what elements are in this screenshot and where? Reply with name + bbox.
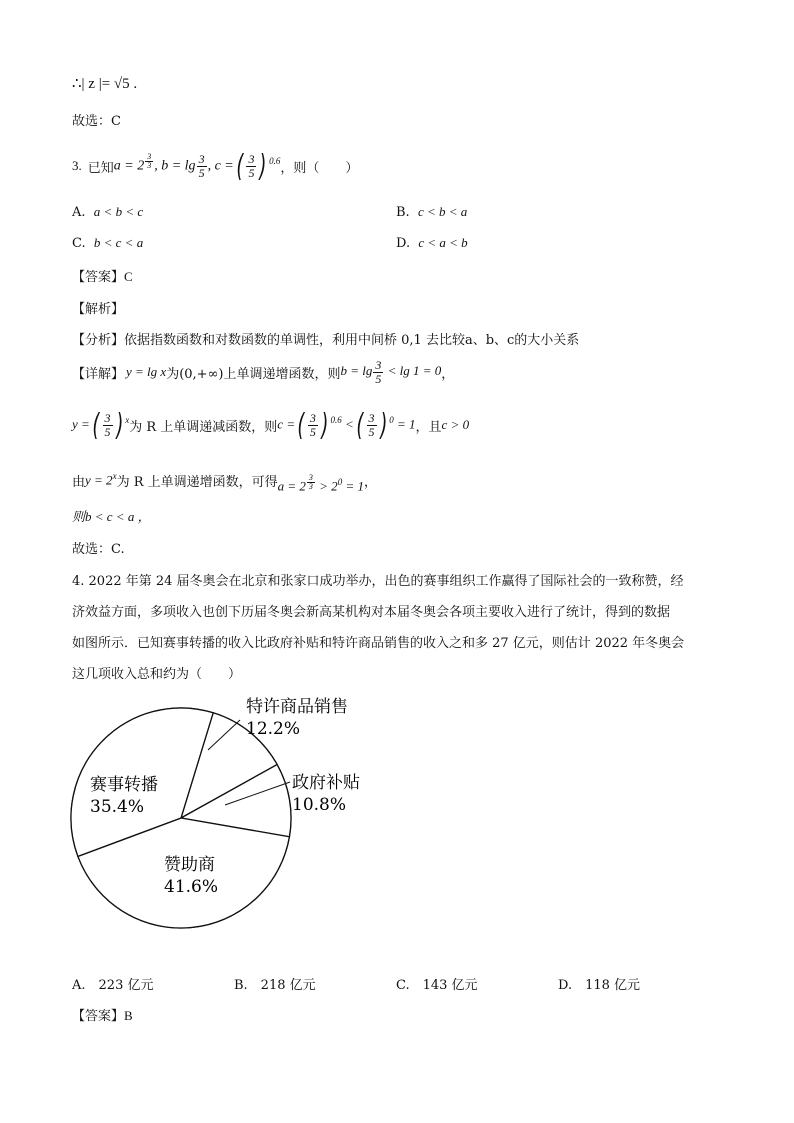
q3-detail-line2: y =( $\frac{3}{5}$ ) $^x$ 为 R 上单调递减函数，则 c =( $\frac{3}{5}$ ) $^{0.6}$ <( $\frac{3}{5}$ ) $^0$ = 1 ，且 c > 0	[72, 407, 470, 443]
q3-suffix: ，则（ ）	[280, 160, 359, 176]
detail2-text: 为 R 上单调递减函数，则	[129, 419, 278, 435]
q4-line1: 4. 2022 年第 24 届冬奥会在北京和张家口成功举办，出色的赛事组织工作赢得了国际社会的一致称赞，经	[72, 574, 684, 589]
detail1-text: 为(0,+∞)上单调递增函数，则	[166, 366, 341, 382]
q4-option-a: A. 223 亿元	[72, 978, 154, 993]
q3-option-d: D. c < a < b	[396, 235, 468, 251]
q3-prefix: 已知	[87, 160, 114, 176]
q3-option-b: B. c < b < a	[396, 204, 468, 220]
q4-option-b: B. 218 亿元	[234, 978, 316, 993]
detail-tag: 【详解】	[72, 366, 125, 382]
pie-chart	[60, 690, 400, 950]
value-sponsor: 41.6%	[164, 877, 219, 897]
q4-option-d: D. 118 亿元	[558, 978, 641, 993]
detail3-a: 由	[72, 474, 86, 490]
label-licensed: 特许商品销售	[246, 697, 348, 717]
q3-analysis-tag: 【解析】	[72, 302, 125, 317]
fenxi-tag: 【分析】	[72, 333, 125, 348]
q4-option-c: C. 143 亿元	[396, 978, 478, 993]
q3-option-a: A. a < b < c	[72, 204, 144, 220]
answer-value: C	[124, 269, 133, 284]
answer-value: B	[124, 1008, 133, 1023]
q3-answer	[72, 266, 133, 285]
q3-detail-line3: 由 $y = 2^x$ 为 R 上单调递增函数，可得 a = 2 $^{\frac{3}{3}}$ > $2^0 = 1$ ，	[72, 471, 377, 494]
q4-line4: 这几项收入总和约为（ ）	[72, 667, 242, 682]
prev-result-line: ∴| z |= √5 .	[72, 76, 138, 92]
value-broadcast: 35.4%	[90, 797, 145, 817]
value-licensed: 12.2%	[246, 719, 301, 739]
q3-stem	[72, 146, 358, 186]
q3-fenxi	[72, 329, 579, 348]
q3-formula: a = 2 $^{\frac{3}{3}}$ , b = lg $\frac{3}{5}$ , c =( $\frac{3}{5}$ ) $^{0.6}$	[113, 148, 281, 184]
label-government: 政府补贴	[292, 773, 360, 793]
q3-detail-line1: 【详解】 y = lg x 为(0,+∞)上单调递增函数，则 b = lg $\frac{3}{5}$ < lg 1 = 0 ，	[72, 357, 455, 386]
fenxi-text: 依据指数函数和对数函数的单调性，利用中间桥 0,1 去比较a、b、c的大小关系	[124, 333, 580, 348]
label-sponsor: 赞助商	[164, 855, 215, 875]
q4-line3: 如图所示．已知赛事转播的收入比政府补贴和特许商品销售的收入之和多 27 亿元，则估计 2022 年冬奥会	[72, 636, 685, 651]
answer-tag: 【答案】	[72, 1009, 125, 1024]
prev-answer-line: 故选：C	[72, 114, 121, 129]
detail3-text: 为 R 上单调递增函数，可得	[116, 474, 278, 490]
q3-detail-line4: 则b < c < a ，	[72, 509, 151, 524]
q4-line2: 济效益方面，多项收入也创下历届冬奥会新高某机构对本届冬奥会各项主要收入进行了统计，得到的数据	[72, 605, 671, 620]
q4-answer	[72, 1005, 133, 1024]
label-broadcast: 赛事转播	[90, 775, 158, 795]
q3-number: 3.	[72, 158, 82, 173]
detail2-end: ，且	[415, 419, 442, 435]
q3-choose: 故选：C.	[72, 542, 125, 557]
q3-option-c: C. b < c < a	[72, 235, 144, 251]
answer-tag: 【答案】	[72, 270, 125, 285]
value-government: 10.8%	[292, 795, 347, 815]
